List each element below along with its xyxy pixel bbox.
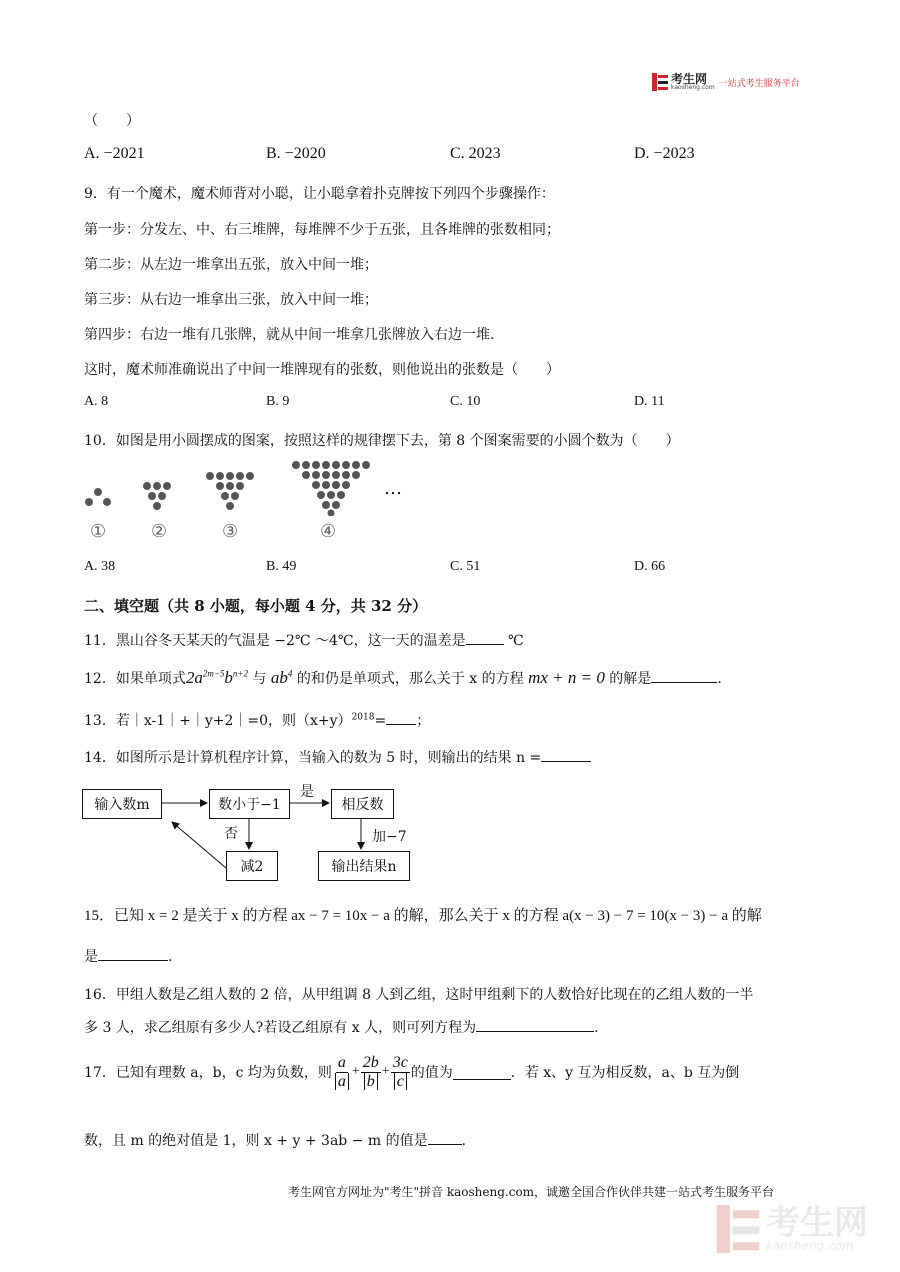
q16-blank[interactable] [476, 1017, 594, 1032]
q17-line2 [84, 1130, 466, 1150]
q12-mid: 与 [247, 671, 271, 687]
q9-step-3: 第三步：从右边一堆拿出三张，放入中间一堆； [84, 292, 378, 308]
logo-brand: 考生网 [671, 72, 708, 86]
q13-end: ； [416, 713, 431, 729]
flow-add-label: 加−7 [372, 829, 407, 845]
q16-end: . [594, 1020, 599, 1036]
q9-question: 这时，魔术师准确说出了中间一堆牌现有的张数，则他说出的张数是（ ） [84, 362, 560, 378]
q10-label-3: ③ [222, 521, 239, 542]
q17-frac-2: $\frac{2b}{b}$ [362, 1054, 379, 1090]
q17-frac-1: $\frac{a}{a}$ [333, 1054, 351, 1090]
q12-post: 的和仍是单项式，那么关于 x 的方程 [292, 671, 529, 687]
q15-blank[interactable] [98, 946, 168, 961]
q12-mono1-exp-b: n+2 [232, 668, 248, 679]
q10-label-4: ④ [320, 521, 337, 542]
q17-blank-2[interactable] [428, 1130, 462, 1145]
q10-option-d: D. 66 [634, 559, 666, 574]
q12-pre: 12．如果单项式 [84, 671, 186, 687]
q8-paren: （ ） [84, 113, 140, 129]
flow-yes-label: 是 [300, 784, 314, 800]
q15-line1: 15．已知 x = 2 是关于 x 的方程 ax − 7 = 10x − a 的解，那么关于 x 的方程 a(x − 3) − 7 = 10(x − 3) − a 的解 [84, 908, 762, 924]
flow-negate-box: 相反数 [331, 789, 394, 819]
q17-line1: 17．已知有理数 a，b，c 均为负数，则 $\frac{a}{a}$ + $\frac{2b}{b}$ + $\frac{3c}{c}$ 的值为 ．若 x、y 互为相反数，a、b 互为倒 [84, 1054, 740, 1090]
q14-text: 14．如图所示是计算机程序计算，当输入的数为 5 时，则输出的结果 n = [84, 750, 542, 766]
section-2-title: 二、填空题（共 8 小题，每小题 4 分，共 32 分） [84, 597, 428, 615]
watermark-brand: 考生网 [766, 1203, 868, 1243]
q8-option-a: A. −2021 [84, 145, 145, 162]
q12-tail: 的解是 [604, 671, 652, 687]
flow-minus2-box: 减2 [226, 851, 278, 881]
q12-mono2: ab [270, 668, 288, 687]
header-slogan: 一站式考生服务平台 [718, 78, 800, 89]
q13-pre: 13．若｜x-1｜+｜y+2｜=0，则（x+y） [84, 713, 352, 729]
flow-condition-box: 数小于−1 [209, 789, 290, 819]
q10-option-a: A. 38 [84, 559, 116, 574]
q17-mid: 的值为 [410, 1065, 453, 1082]
q9-stem: 9．有一个魔术，魔术师背对小聪，让小聪拿着扑克牌按下列四个步骤操作： [84, 186, 555, 202]
q17-blank-1[interactable] [453, 1065, 511, 1080]
q10-label-1: ① [90, 521, 107, 542]
q12-mono2-exp: 4 [287, 668, 293, 679]
footer-text: 考生网官方网址为"考生"拼音 kaosheng.com，诚邀全国合作伙伴共建一站式考生服务平台 [288, 1185, 775, 1199]
flow-no-label: 否 [224, 826, 238, 842]
q10-stem: 10．如图是用小圆摆成的图案，按照这样的规律摆下去，第 8 个图案需要的小圆个数为（ ） [84, 433, 680, 449]
q16-line2-text: 多 3 人，求乙组原有多少人?若设乙组原有 x 人，则可列方程为 [84, 1020, 477, 1036]
q9-option-b: B. 9 [266, 394, 290, 409]
q17-pre: 17．已知有理数 a，b，c 均为负数，则 [84, 1065, 332, 1082]
watermark-url: kaosheng.com [766, 1239, 854, 1253]
q9-step-2: 第二步：从左边一堆拿出五张，放入中间一堆； [84, 257, 378, 273]
q8-option-b: B. −2020 [266, 145, 326, 162]
q10-option-b: B. 49 [266, 559, 297, 574]
q15-line2 [84, 946, 172, 966]
q9-option-d: D. 11 [634, 394, 665, 409]
q15-line2-text: 是 [84, 949, 98, 965]
q12-end: . [717, 671, 722, 687]
q9-step-1: 第一步：分发左、中、右三堆牌，每堆牌不少于五张，且各堆牌的张数相同； [84, 222, 560, 238]
q9-option-a: A. 8 [84, 394, 109, 409]
q10-option-c: C. 51 [450, 559, 481, 574]
q17-post: ．若 x、y 互为相反数，a、b 互为倒 [510, 1065, 740, 1082]
q17-frac-3: $\frac{3c}{c}$ [392, 1054, 408, 1090]
q11-unit: ℃ [508, 633, 524, 649]
q17-line2-text: 数，且 m 的绝对值是 1，则 x + y + 3ab − m 的值是 [84, 1133, 428, 1149]
q13-mid: = [374, 713, 387, 729]
q12-mono1-exp-a: 2m−5 [202, 668, 225, 679]
q9-step-4: 第四步：右边一堆有几张牌，就从中间一堆拿几张牌放入右边一堆. [84, 327, 495, 343]
q12-equation: mx + n = 0 [528, 668, 605, 687]
q11-text: 11．黑山谷冬天某天的气温是 −2℃ ～4℃，这一天的温差是 [84, 633, 466, 649]
q16-line1: 16．甲组人数是乙组人数的 2 倍，从甲组调 8 人到乙组，这时甲组剩下的人数恰好比现在的乙组人数的一半 [84, 987, 754, 1003]
q13-exp: 2018 [351, 712, 375, 723]
flow-input-box: 输入数m [82, 789, 162, 819]
q8-option-c: C. 2023 [450, 145, 501, 162]
q9-option-c: C. 10 [450, 394, 481, 409]
q15-end: . [168, 949, 173, 965]
q10-ellipsis: … [384, 478, 404, 499]
watermark-logo-icon [716, 1205, 760, 1253]
watermark [716, 1205, 868, 1253]
q12-mono1-b: b [224, 668, 233, 687]
q8-option-d: D. −2023 [634, 145, 695, 162]
q10-label-2: ② [151, 521, 168, 542]
q16-line2 [84, 1017, 599, 1037]
q17-end: . [461, 1133, 467, 1149]
q12-mono1-base: 2a [185, 668, 203, 687]
flow-arrow-loop [172, 822, 226, 868]
logo-url: kaosheng.com [671, 84, 715, 91]
flow-output-box: 输出结果n [318, 851, 410, 881]
